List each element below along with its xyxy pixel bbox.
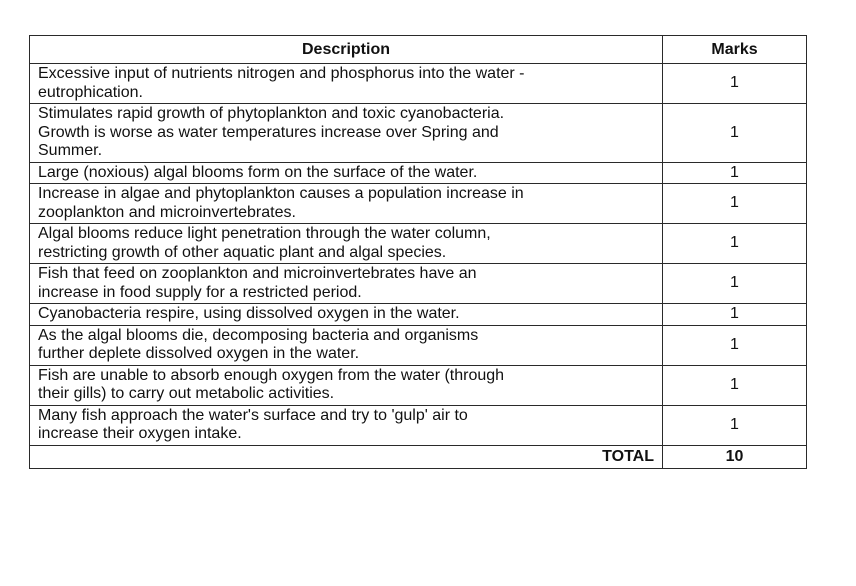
description-line: Stimulates rapid growth of phytoplankton and toxic cyanobacteria. xyxy=(38,105,505,122)
total-value: 10 xyxy=(663,445,807,468)
row-marks: 1 xyxy=(663,104,807,163)
row-description xyxy=(30,405,663,445)
total-label: TOTAL xyxy=(30,445,663,468)
table-row xyxy=(30,224,807,264)
row-marks: 1 xyxy=(663,224,807,264)
row-marks: 1 xyxy=(663,325,807,365)
row-marks: 1 xyxy=(663,184,807,224)
description-line: Growth is worse as water temperatures increase over Spring and xyxy=(38,123,499,141)
table-row xyxy=(30,104,807,163)
table-row xyxy=(30,304,807,326)
row-description xyxy=(30,365,663,405)
description-line: Increase in algae and phytoplankton causes a population increase in xyxy=(38,185,524,202)
description-line: Algal blooms reduce light penetration through the water column, xyxy=(38,225,491,242)
description-line: zooplankton and microinvertebrates. xyxy=(38,203,296,221)
description-line: eutrophication. xyxy=(38,83,143,101)
table-row xyxy=(30,184,807,224)
row-description xyxy=(30,184,663,224)
description-line: As the algal blooms die, decomposing bacteria and organisms xyxy=(38,326,479,344)
row-description xyxy=(30,104,663,163)
table-row xyxy=(30,264,807,304)
description-line: Summer. xyxy=(38,142,103,159)
row-description xyxy=(30,162,663,184)
row-marks: 1 xyxy=(663,365,807,405)
table-row xyxy=(30,64,807,104)
header-row xyxy=(30,36,807,64)
table-row xyxy=(30,162,807,184)
description-line: Cyanobacteria respire, using dissolved oxygen in the water. xyxy=(38,305,460,322)
description-line: their gills) to carry out metabolic activities. xyxy=(38,385,335,402)
row-marks: 1 xyxy=(663,64,807,104)
description-line: Excessive input of nutrients nitrogen and phosphorus into the water - xyxy=(38,65,525,82)
description-line: restricting growth of other aquatic plant and algal species. xyxy=(38,243,447,261)
table-body xyxy=(30,64,807,446)
description-line: Many fish approach the water's surface and try to 'gulp' air to xyxy=(38,406,468,424)
row-marks: 1 xyxy=(663,264,807,304)
description-line: increase their oxygen intake. xyxy=(38,425,242,442)
description-line: Fish that feed on zooplankton and microinvertebrates have an xyxy=(38,265,477,282)
table-row xyxy=(30,405,807,445)
row-description xyxy=(30,224,663,264)
total-row xyxy=(30,445,807,468)
row-marks: 1 xyxy=(663,405,807,445)
table-row xyxy=(30,325,807,365)
row-description xyxy=(30,64,663,104)
row-marks: 1 xyxy=(663,162,807,184)
table-row xyxy=(30,365,807,405)
marks-header: Marks xyxy=(663,36,807,64)
description-header: Description xyxy=(30,36,663,64)
description-line: Fish are unable to absorb enough oxygen from the water (through xyxy=(38,366,505,384)
description-line: further deplete dissolved oxygen in the water. xyxy=(38,345,360,362)
row-description xyxy=(30,264,663,304)
marks-table xyxy=(29,35,807,469)
row-marks: 1 xyxy=(663,304,807,326)
description-line: increase in food supply for a restricted period. xyxy=(38,283,362,301)
description-line: Large (noxious) algal blooms form on the surface of the water. xyxy=(38,163,478,181)
row-description xyxy=(30,304,663,326)
row-description xyxy=(30,325,663,365)
